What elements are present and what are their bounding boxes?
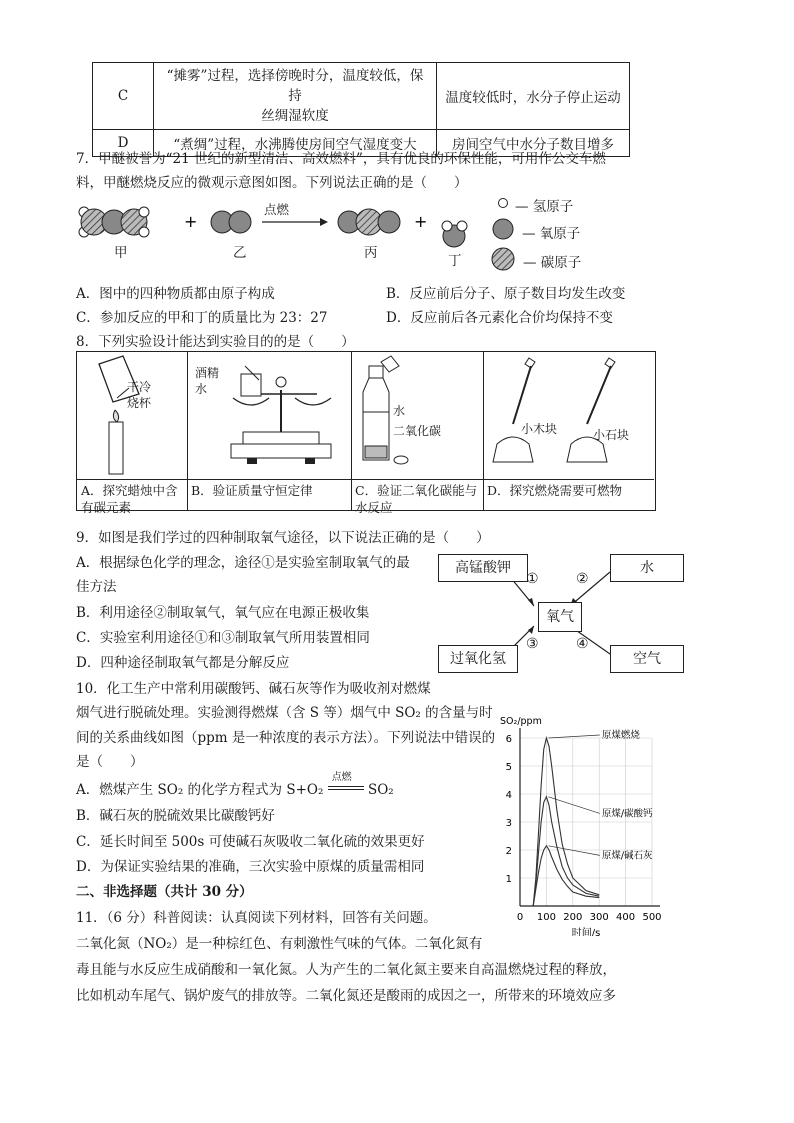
y-axis-label: SO₂/ppm [500,716,542,727]
q7-option-d[interactable]: D．反应前后各元素化合价均保持不变 [386,310,613,326]
route-2-label: ② [576,571,589,587]
q10-option-a[interactable] [76,772,394,798]
table-row [93,63,630,130]
q10-stem: 烟气进行脱硫处理。实验测得燃煤（含 S 等）烟气中 SO₂ 的含量与时 [76,705,493,721]
q9-option-b[interactable]: B．利用途径②制取氧气，氧气应在电源正极收集 [76,605,370,621]
box-air: 空气 [610,645,684,673]
process-text: “摊雾”过程，选择傍晚时分，温度较低，保持 [166,68,424,104]
carbon-legend-icon [492,248,514,270]
label-yi: 乙 [233,245,247,261]
legend-hydrogen: — 氢原子 [515,199,574,215]
q10-stem: 10．化工生产中常利用碳酸钙、碱石灰等作为吸收剂对燃煤 [76,681,431,697]
series-label: 原煤/碳酸钙 [601,808,653,820]
x-tick-label: 100 [536,912,556,923]
molecule-yi [211,211,251,233]
paragraph-line: 比如机动车尾气、锅炉废气的排放等。二氧化氮还是酸雨的成因之一，所带来的环境效应多 [76,988,616,1004]
q9-option-c[interactable]: C．实验室利用途径①和③制取氧气所用装置相同 [76,630,370,646]
label-bing: 丙 [364,245,378,261]
hydrogen-legend-icon [499,199,508,208]
molecule-jia [79,207,149,237]
label-co2: 二氧化碳 [393,424,442,438]
q10-option-c[interactable]: C．延长时间至 500s 可使碱石灰吸收二氧化硫的效果更好 [76,834,425,850]
q7-stem: 料，甲醚燃烧反应的微观示意图如图。下列说法正确的是（ ） [76,175,468,191]
y-tick-label: 5 [505,762,512,773]
section-title: 二、非选择题（共计 30 分） [76,884,253,900]
label-water: 水 [195,382,208,396]
process-cell: “煮绸”过程，水沸腾使房间空气湿度变大 [154,130,437,157]
q11-stem: 11．（6 分）科普阅读：认真阅读下列材料，回答有关问题。 [76,910,437,926]
label-stone: 小石块 [593,428,630,442]
caption-b: B．验证质量守恒定律 [187,479,351,501]
leader-line [548,735,599,738]
x-axis-label: 时间/s [571,928,601,936]
q7-stem: 7．甲醚被誉为“21 世纪的新型清洁、高效燃料”，具有优良的环保性能，可用作公交车燃 [76,151,606,167]
x-tick-label: 500 [642,912,662,923]
candle-beaker-illustration [77,352,187,478]
route-1-label: ① [526,571,539,587]
q8-stem: 8．下列实验设计能达到实验目的的是（ ） [76,334,355,350]
reaction-condition: 点燃 [264,202,290,217]
q10-option-b[interactable]: B．碱石灰的脱硫效果比碳酸钙好 [76,808,275,824]
equation-left: A．燃煤产生 SO₂ 的化学方程式为 S+O₂ [76,782,324,798]
caption-d: D．探究燃烧需要可燃物 [483,479,654,501]
molecule-ding [442,221,467,247]
options-table [92,62,630,157]
q10-stem: 是（ ） [76,754,144,770]
so2-chart [498,714,712,936]
burner-illustration [483,352,654,478]
leader-line [548,846,599,856]
q9-stem: 9．如图是我们学过的四种制取氧气途径，以下说法正确的是（ ） [76,530,490,546]
q9-option-a[interactable]: A．根据绿色化学的理念，途径①是实验室制取氧气的最 [76,555,410,571]
q9-option-a-cont: 佳方法 [76,579,117,595]
box-potassium-permanganate: 高锰酸钾 [438,554,528,582]
x-tick-label: 300 [589,912,609,923]
experiment-c[interactable] [351,352,484,515]
q7-option-c[interactable]: C．参加反应的甲和丁的质量比为 23：27 [76,310,328,326]
label-alcohol: 酒精 [195,366,220,380]
equation-arrow [328,772,364,794]
plus-sign: + [414,212,428,231]
label-wood: 小木块 [521,422,558,436]
q7-option-b[interactable]: B．反应前后分子、原子数目均发生改变 [386,286,626,302]
q7-option-a[interactable]: A．图中的四种物质都由原子构成 [76,286,275,302]
label-water-c: 水 [393,404,406,418]
label-ding: 丁 [448,253,462,269]
route-3-label: ③ [526,636,539,652]
legend-oxygen: — 氧原子 [522,226,581,242]
plus-sign: + [184,212,198,231]
series-label: 原煤燃烧 [601,730,640,741]
oxygen-legend-icon [493,219,513,239]
q10-stem: 间的关系曲线如图（ppm 是一种浓度的表示方法）。下列说法中错误的 [76,730,496,746]
box-water: 水 [610,554,684,582]
caption-a: A．探究蜡烛中含有碳元素 [77,479,187,518]
experiment-d[interactable] [483,352,654,510]
series-label: 原煤/碱石灰 [601,850,653,862]
equation-condition: 点燃 [331,772,352,783]
x-tick-label: 0 [516,912,524,923]
y-tick-label: 1 [505,874,512,885]
equation-right: SO₂ [367,782,394,798]
caption-c: C．验证二氧化碳能与水反应 [351,479,483,518]
experiment-b[interactable] [187,352,352,510]
label-dry-beaker-2: 烧杯 [127,396,152,410]
x-tick-label: 400 [616,912,636,923]
box-oxygen: 氧气 [538,602,582,632]
paragraph-line: 二氧化氮（NO₂）是一种棕红色、有刺激性气味的气体。二氧化氮有 [76,936,483,952]
legend-carbon: — 碳原子 [523,255,582,271]
option-letter: C [93,63,154,130]
bottle-illustration [351,352,483,478]
process-text: 丝绸湿软度 [261,108,329,124]
route-4-label: ④ [576,636,589,652]
y-tick-label: 3 [505,818,512,829]
label-dry-beaker: 干冷 [127,380,152,394]
label-jia: 甲 [114,245,128,261]
y-tick-label: 6 [505,734,512,745]
y-tick-label: 4 [505,790,512,801]
x-tick-label: 200 [563,912,583,923]
process-cell [154,63,437,130]
box-hydrogen-peroxide: 过氧化氢 [438,645,518,673]
explanation-cell: 温度较低时，水分子停止运动 [437,63,630,130]
molecule-bing [338,209,400,235]
q10-option-d[interactable]: D．为保证实验结果的准确，三次实验中原煤的质量需相同 [76,859,425,875]
experiment-a[interactable] [77,352,188,515]
option-letter: D [93,130,154,157]
q9-option-d[interactable]: D．四种途径制取氧气都是分解反应 [76,655,290,671]
explanation-cell: 房间空气中水分子数目增多 [437,130,630,157]
experiment-table [76,351,656,515]
paragraph-line: 毒且能与水反应生成硝酸和一氧化氮。人为产生的二氧化氮主要来自高温燃烧过程的释放， [76,962,616,978]
y-tick-label: 2 [505,846,512,857]
